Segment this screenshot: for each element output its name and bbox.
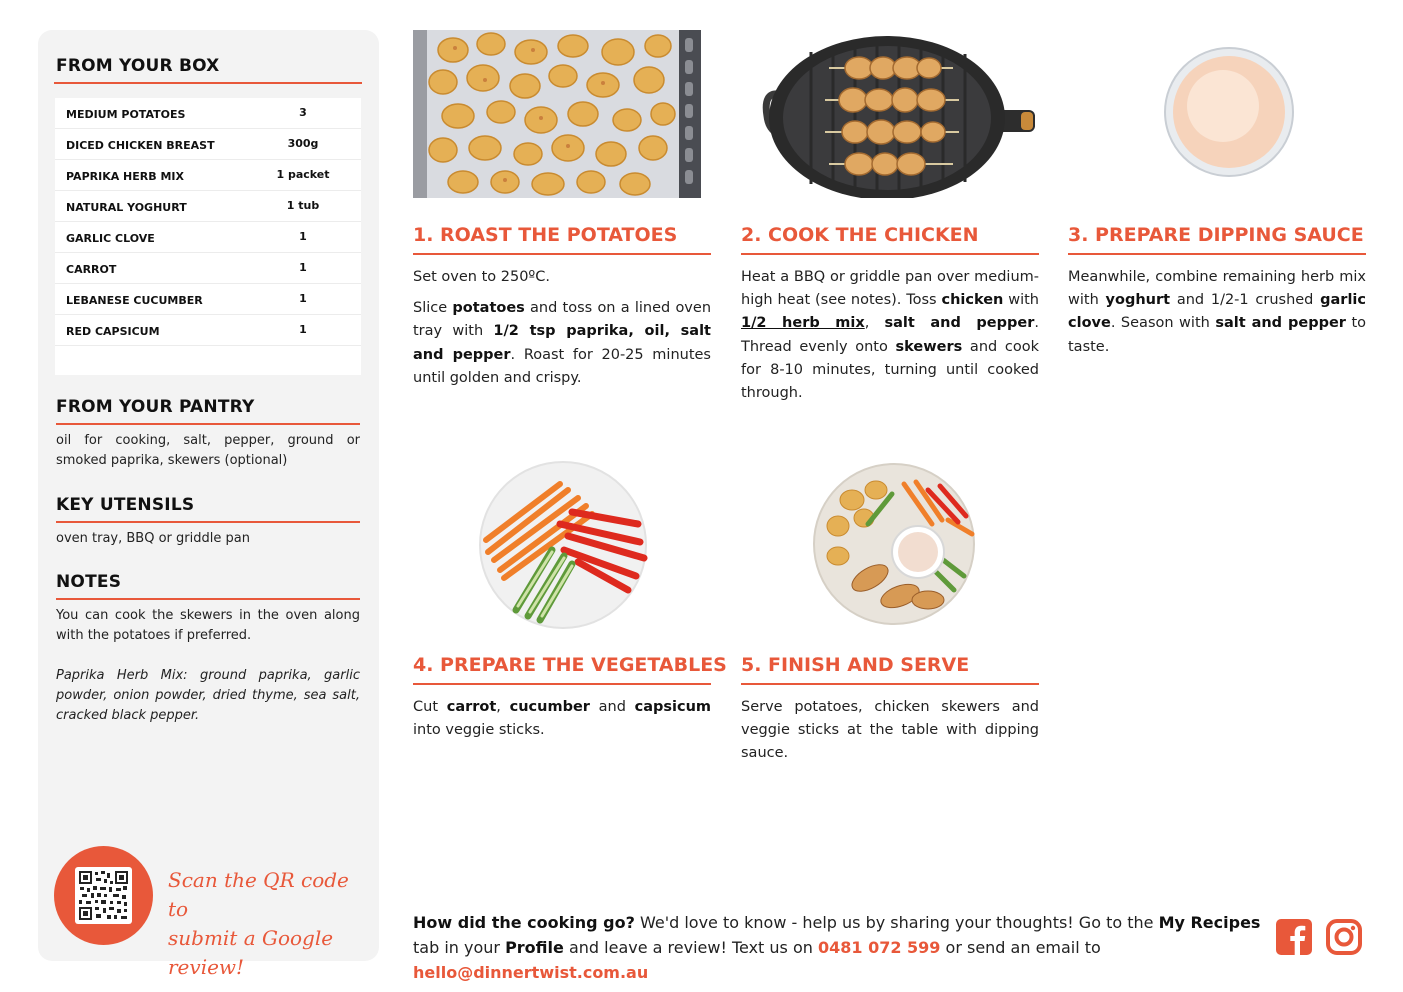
notes-herb-mix: Paprika Herb Mix: ground paprika, garlic powder, onion powder, dried thyme, sea salt, cracked black pepper.	[56, 668, 360, 723]
table-row: RED CAPSICUM 1	[55, 315, 361, 346]
table-row: GARLIC CLOVE 1	[55, 222, 361, 253]
pantry-text: oil for cooking, salt, pepper, ground or smoked paprika, skewers (optional)	[56, 433, 360, 468]
step-3-title: 3. PREPARE DIPPING SAUCE	[1068, 224, 1364, 246]
finished-plate-photo	[808, 460, 980, 628]
table-row: LEBANESE CUCUMBER 1	[55, 284, 361, 315]
step-5-rule	[741, 683, 1039, 685]
notes-text: You can cook the skewers in the oven along with the potatoes if preferred.	[56, 608, 360, 643]
table-row: NATURAL YOGHURT 1 tub	[55, 191, 361, 222]
dipping-sauce-photo	[1068, 30, 1366, 198]
step-4-title: 4. PREPARE THE VEGETABLES	[413, 654, 727, 676]
roast-potatoes-photo	[413, 30, 701, 198]
email-link[interactable]: hello@dinnertwist.com.au	[413, 963, 649, 982]
pantry-title: FROM YOUR PANTRY	[56, 397, 255, 417]
ingredients-table	[55, 98, 361, 375]
notes-title: NOTES	[56, 572, 122, 592]
step-1-title: 1. ROAST THE POTATOES	[413, 224, 678, 246]
step-5-text: Serve potatoes, chicken skewers and veggie sticks at the table with dipping sauce.	[741, 699, 1039, 762]
table-row: CARROT 1	[55, 253, 361, 284]
sidebar	[38, 30, 379, 979]
review-footer: How did the cooking go? We'd love to know - help us by sharing your thoughts! Go to the My Recipes tab in your Profile and leave a review! Text us on 0481 072 599 or send an email to hello@dinnertwist.com.au	[413, 913, 1261, 982]
step-1-text: Set oven to 250ºC. Slice potatoes and toss on a lined oven tray with 1/2 tsp paprika, oil, salt and pepper. Roast for 20-25 minutes until golden and crispy.	[413, 269, 712, 386]
vegetables-photo	[468, 460, 658, 630]
qr-badge[interactable]	[54, 846, 153, 945]
notes-title-rule	[56, 598, 360, 600]
phone-link[interactable]: 0481 072 599	[817, 938, 941, 957]
qr-code-icon[interactable]	[75, 867, 132, 924]
step-2-text: Heat a BBQ or griddle pan over medium-high heat (see notes). Toss chicken with 1/2 herb mix, salt and pepper. Thread evenly onto skewers and cook for 8-10 minutes, turning until cooked through.	[741, 269, 1039, 402]
step-2-title: 2. COOK THE CHICKEN	[741, 224, 979, 246]
step-5-title: 5. FINISH AND SERVE	[741, 654, 970, 676]
step-1-rule	[413, 253, 711, 255]
facebook-icon[interactable]	[1276, 919, 1312, 955]
table-row: DICED CHICKEN BREAST 300g	[55, 129, 361, 160]
step-3-rule	[1068, 253, 1366, 255]
step-3-text: Meanwhile, combine remaining herb mix with yoghurt and 1/2-1 crushed garlic clove. Season with salt and pepper to taste.	[1068, 269, 1367, 355]
instagram-icon[interactable]	[1326, 919, 1362, 955]
pantry-title-rule	[56, 423, 360, 425]
table-row: PAPRIKA HERB MIX 1 packet	[55, 160, 361, 191]
step-2-rule	[741, 253, 1039, 255]
utensils-title: KEY UTENSILS	[56, 495, 195, 515]
step-4-text: Cut carrot, cucumber and capsicum into veggie sticks.	[413, 699, 712, 739]
qr-caption: Scan the QR code to submit a Google review!	[168, 868, 349, 979]
utensils-text: oven tray, BBQ or griddle pan	[56, 531, 250, 546]
utensils-title-rule	[56, 521, 360, 523]
chicken-skewers-photo	[741, 30, 1039, 198]
box-title: FROM YOUR BOX	[56, 56, 220, 76]
table-row: MEDIUM POTATOES 3	[55, 98, 361, 129]
step-4-rule	[413, 683, 711, 685]
box-title-rule	[54, 82, 362, 84]
